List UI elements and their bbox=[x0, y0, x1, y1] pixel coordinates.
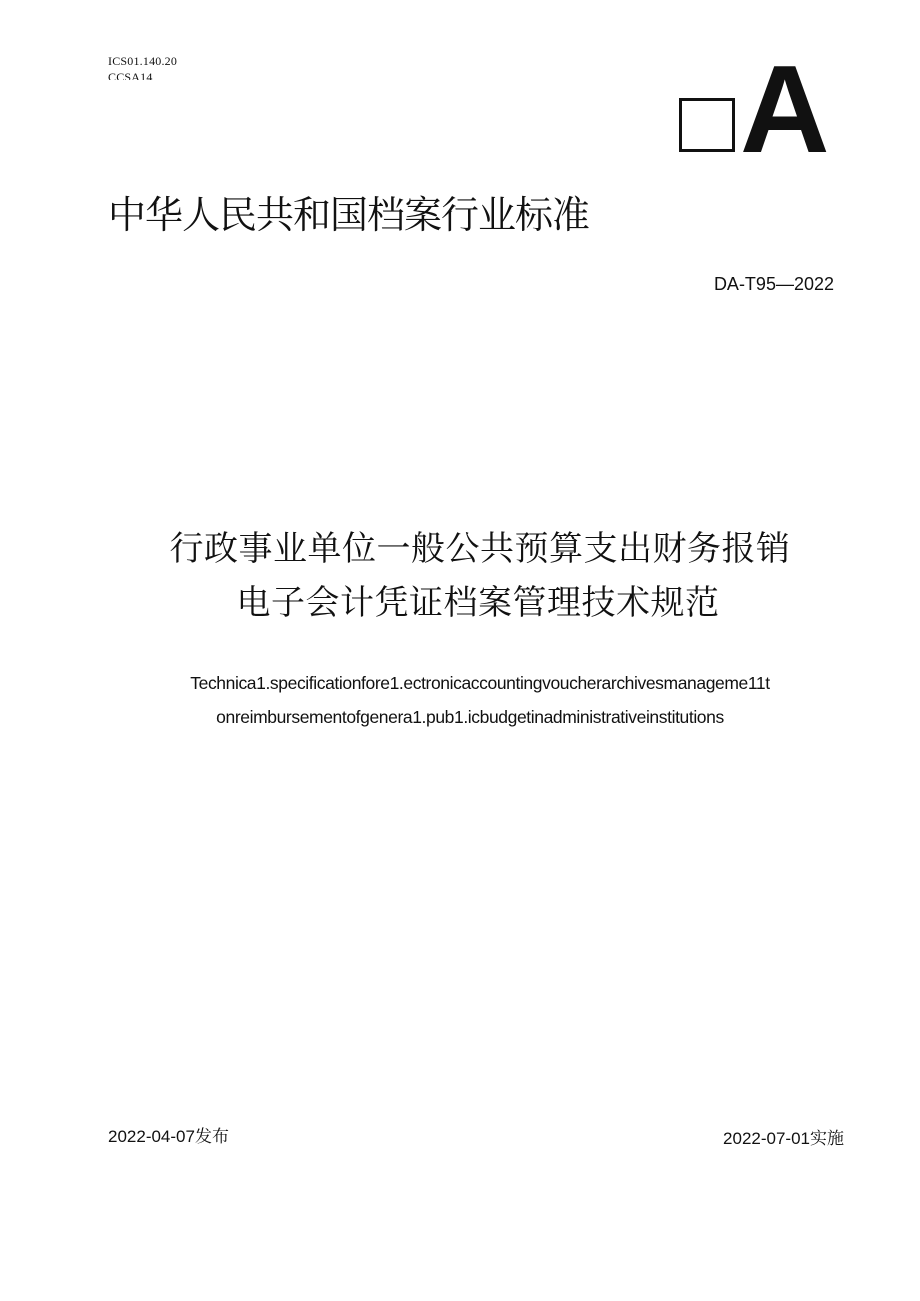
document-title-line-1: 行政事业单位一般公共预算支出财务报销 bbox=[169, 529, 791, 569]
ics-code: ICS01.140.20 bbox=[108, 54, 178, 68]
standard-mark-box bbox=[679, 98, 735, 152]
industry-standard-title: 中华人民共和国档案行业标准 bbox=[108, 193, 590, 237]
english-title-line-2: onreimbursementofgenera1.pub1.icbudgetinadministrativeinstitutions bbox=[216, 707, 724, 727]
standard-number: DA-T95—2022 bbox=[713, 274, 834, 294]
issue-date: 2022-04-07发布 bbox=[108, 1127, 229, 1146]
document-title-line-2: 电子会计凭证档案管理技术规范 bbox=[236, 583, 720, 623]
ccs-code: CCSA14 bbox=[108, 70, 153, 80]
standard-mark-letter: A bbox=[740, 41, 828, 179]
implementation-date: 2022-07-01实施 bbox=[723, 1129, 844, 1148]
english-title-line-1: Technica1.specificationfore1.ectronicaccountingvoucherarchivesmanageme11t bbox=[190, 673, 770, 693]
